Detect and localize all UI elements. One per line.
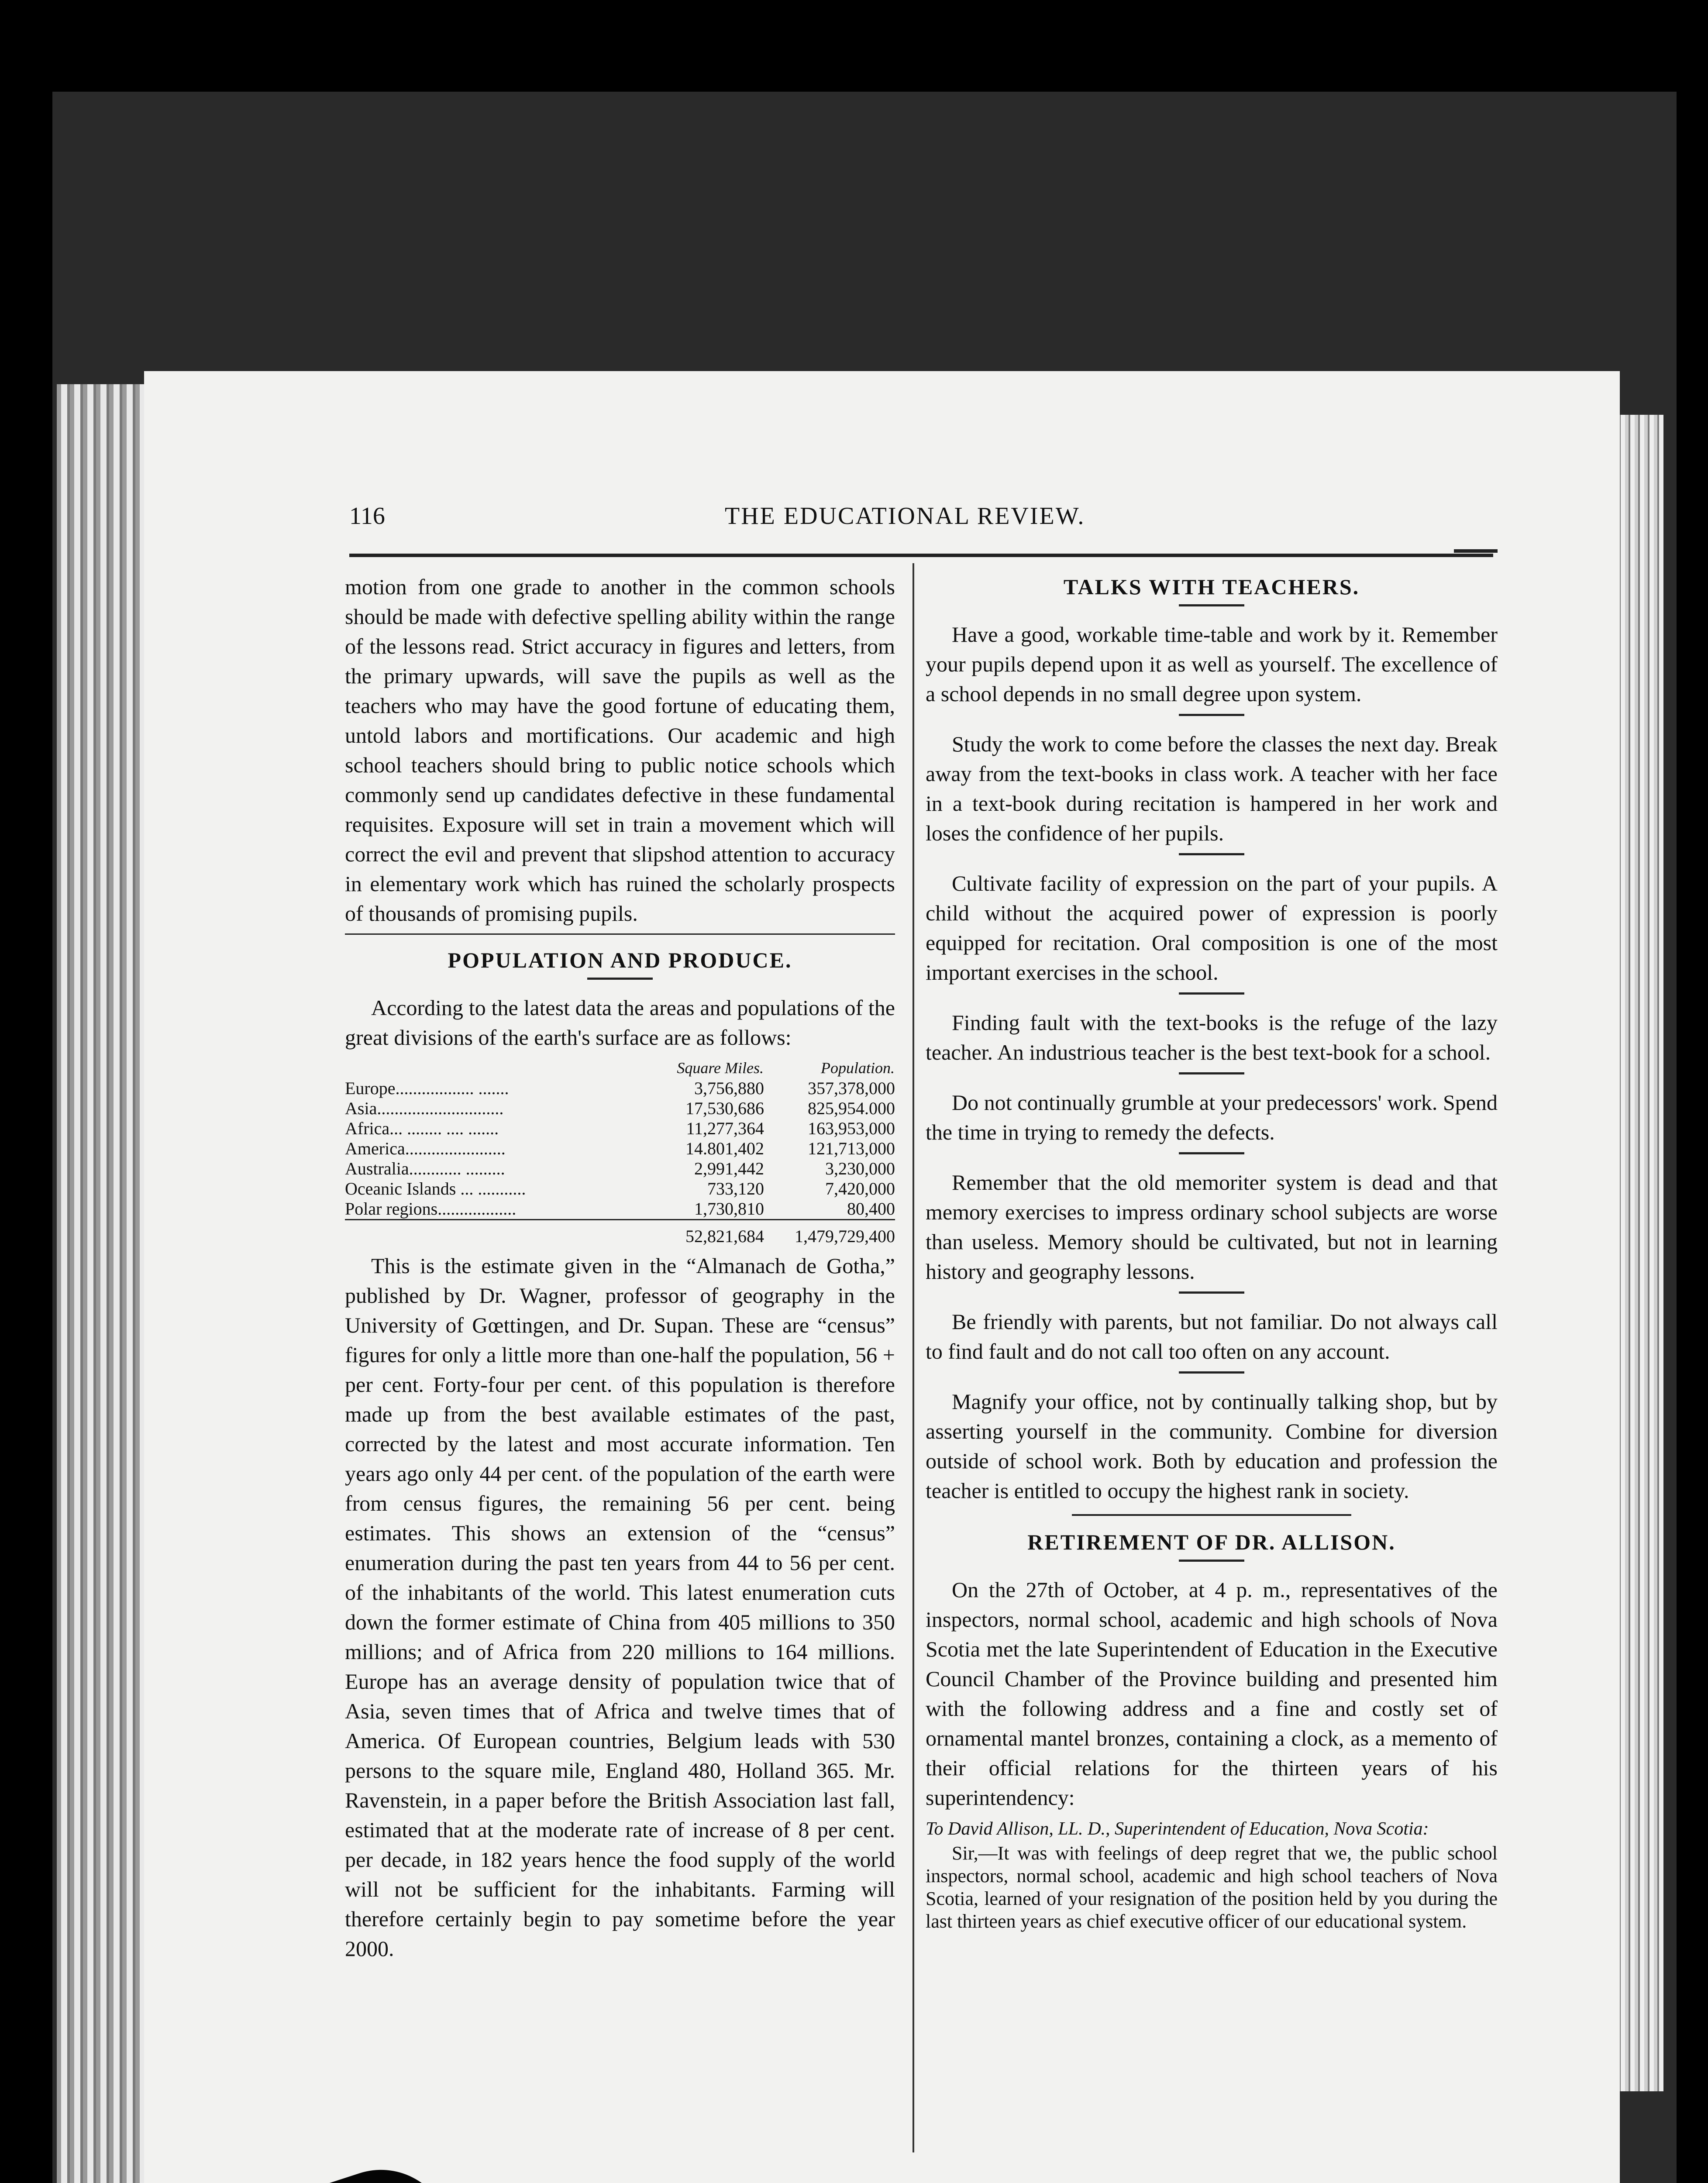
- col-header-area: Square Miles.: [677, 1059, 764, 1077]
- header-rule: [349, 554, 1493, 557]
- talk-separator: [1179, 1072, 1244, 1074]
- section-divider: [1072, 1514, 1351, 1516]
- talk-paragraph: Do not continually grumble at your predecessors' work. Spend the time in trying to remedy the defects.: [926, 1090, 1498, 1144]
- retirement-heading: RETIREMENT OF DR. ALLISON.: [1027, 1530, 1396, 1554]
- page-header: [349, 502, 1498, 537]
- table-row: Europe.................. ....... 3,756,880 357,378,000: [345, 1078, 895, 1098]
- heading-rule: [1179, 604, 1244, 606]
- talk-separator: [1179, 992, 1244, 995]
- table-row: Oceanic Islands ... ........... 733,120 7,420,000: [345, 1179, 895, 1198]
- talk-paragraph: Be friendly with parents, but not familiar. Do not always call to find fault and do not call too often on any account.: [926, 1309, 1498, 1364]
- header-rule-ornament: [1454, 549, 1498, 553]
- table-row: Australia............ ......... 2,991,442 3,230,000: [345, 1159, 895, 1178]
- talk-paragraph: Remember that the old memoriter system is dead and that memory exercises to impress ordinary school subjects are worse than useless. Memory should be cultivated, but not in learning history and geography lessons.: [926, 1170, 1498, 1284]
- talk-paragraph: Cultivate facility of expression on the part of your pupils. A child without the acquired power of expression is poorly equipped for recitation. Oral composition is one of the most important exercises in the school.: [926, 871, 1498, 985]
- table-total-row: [345, 1220, 895, 1247]
- talk-separator: [1179, 714, 1244, 716]
- talk-separator: [1179, 1152, 1244, 1154]
- left-column: [345, 572, 895, 1969]
- talk-paragraph: Finding fault with the text-books is the refuge of the lazy teacher. An industrious teacher is the best text-book for a school.: [926, 1010, 1498, 1064]
- talk-separator: [1179, 1371, 1244, 1374]
- table-row: Africa... ........ .... ....... 11,277,364 163,953,000: [345, 1119, 895, 1138]
- column-divider: [913, 563, 914, 2152]
- section-divider: [345, 933, 895, 935]
- table-row: America....................... 14.801,402 121,713,000: [345, 1139, 895, 1158]
- intro-paragraph: motion from one grade to another in the common schools should be made with defective spelling ability within the range of the lessons read. Strict accuracy in figures and letters, from the primary upwards, will save the pupils as well as the teachers who may have the good fortune of educating them, untold labors and mortifications. Our academic and high school teachers should bring to public notice schools which commonly send up candidates defective in these fundamental requisites. Exposure will set in train a movement which will correct the evil and prevent that slipshod attention to accuracy in elementary work which has ruined the scholarly prospects of thousands of promising pupils.: [345, 575, 895, 926]
- right-column: [926, 572, 1498, 1938]
- letter-address: To David Allison, LL. D., Superintendent of Education, Nova Scotia:: [926, 1819, 1429, 1839]
- heading-rule: [587, 978, 653, 980]
- total-population: 1,479,729,400: [764, 1220, 895, 1247]
- talk-separator: [1179, 1291, 1244, 1294]
- col-header-population: Population.: [821, 1059, 895, 1077]
- talk-paragraph: Have a good, workable time-table and work by it. Remember your pupils depend upon it as well as yourself. The excellence of a school depends in no small degree upon system.: [926, 622, 1498, 706]
- table-row: Asia............................. 17,530,686 825,954.000: [345, 1098, 895, 1118]
- left-page-edges: [57, 384, 153, 2183]
- population-intro: According to the latest data the areas and populations of the great divisions of the earth's surface are as follows:: [345, 995, 895, 1050]
- total-area: 52,821,684: [651, 1220, 764, 1247]
- right-page-edges: [1615, 415, 1663, 2091]
- running-title: THE EDUCATIONAL REVIEW.: [725, 503, 1085, 530]
- retirement-paragraph: On the 27th of October, at 4 p. m., representatives of the inspectors, normal school, academic and high schools of Nova Scotia met the late Superintendent of Education in the Executive Council Chamber of the Province building and presented him with the following address and a fine and costly set of ornamental mantel bronzes, containing a clock, as a memento of their official relations for the thirteen years of his superintendency:: [926, 1577, 1498, 1810]
- population-heading: POPULATION AND PRODUCE.: [448, 948, 792, 972]
- letter-text: Sir,—It was with feelings of deep regret that we, the public school inspectors, normal school, academic and high school teachers of Nova Scotia, learned of your resignation of the position held by you during the last thirteen years as chief executive officer of our educational system.: [926, 1842, 1498, 1932]
- talk-separator: [1179, 853, 1244, 855]
- page-number: 116: [349, 503, 385, 530]
- population-table: [345, 1057, 895, 1246]
- talks-heading: TALKS WITH TEACHERS.: [1063, 575, 1360, 599]
- estimate-paragraph: This is the estimate given in the “Almanach de Gotha,” published by Dr. Wagner, professor of geography in the University of Gœttingen, and Dr. Supan. These are “census” figures for only a little more than one-half the population, 56 + per cent. Forty-four per cent. of this population is therefore made up from the best available estimates of the past, corrected by the latest and most accurate information. Ten years ago only 44 per cent. of the population of the earth were from census figures, the remaining 56 per cent. being estimates. This shows an extension of the “census” enumeration during the past ten years from 44 to 56 per cent. of the inhabitants of the world. This latest enumeration cuts down the former estimate of China from 405 millions to 350 millions; and of Africa from 220 millions to 164 millions. Europe has an average density of population twice that of Asia, seven times that of Africa and twelve times that of America. Of European countries, Belgium leads with 530 persons to the square mile, England 480, Holland 365. Mr. Ravenstein, in a paper before the British Association last fall, estimated that at the moderate rate of increase of 8 per cent. per decade, in 182 years hence the food supply of the world will not be sufficient for the inhabitants. Farming will therefore certainly begin to pay sometime before the year 2000.: [345, 1253, 895, 1961]
- heading-rule: [1179, 1560, 1244, 1562]
- table-row: Polar regions.................. 1,730,810 80,400: [345, 1199, 895, 1219]
- talk-paragraph: Magnify your office, not by continually talking shop, but by asserting yourself in the community. Combine for diversion outside of school work. Both by education and profession the teacher is entitled to occupy the highest rank in society.: [926, 1389, 1498, 1503]
- talk-paragraph: Study the work to come before the classes the next day. Break away from the text-books in class work. A teacher with her face in a text-book during recitation is hampered in her work and loses the confidence of her pupils.: [926, 732, 1498, 845]
